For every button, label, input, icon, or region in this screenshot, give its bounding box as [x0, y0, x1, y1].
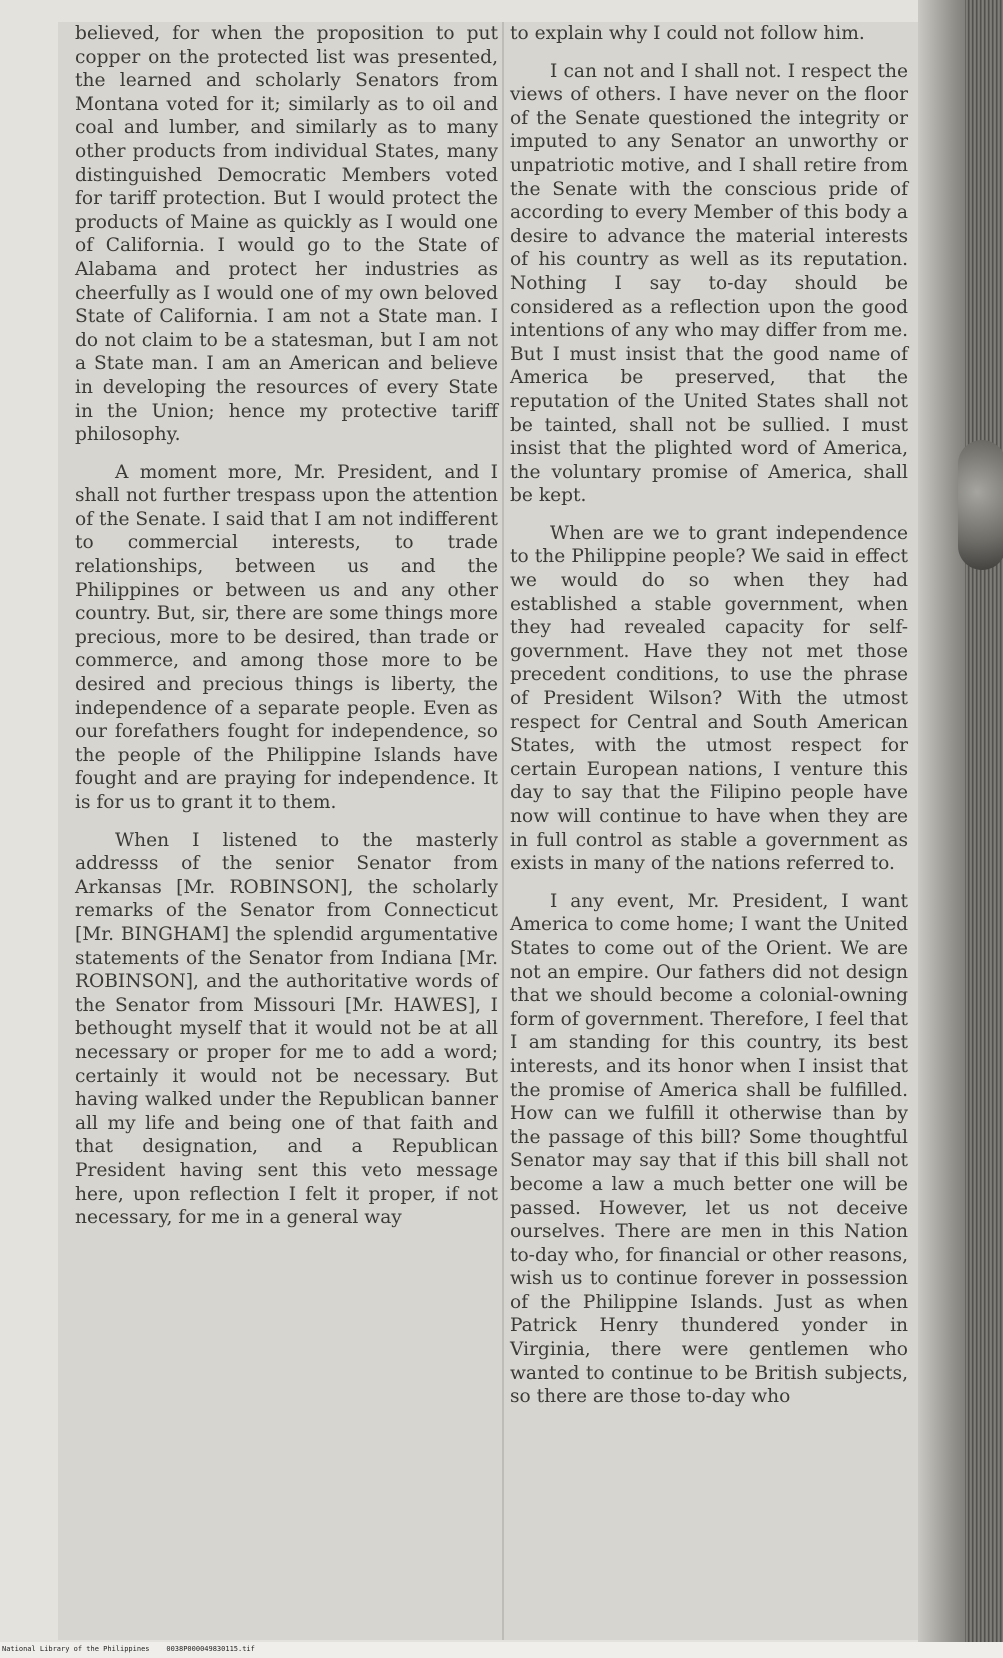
right-paragraph-1: to explain why I could not follow him.	[510, 23, 865, 44]
right-paragraph-3: When are we to grant independence to the Philippine people? We said in effect we would do so when they had established a stable government, when they had revealed capacity for self-government. Have they not met those precedent conditions, to use the phrase of President Wilson? With the utmost respect for Central and South American States, with the utmost respect for certain European nations, I venture this day to say that the Filipino people have now will continue to have when they are in full control as stable a government as exists in many of the nations referred to.	[510, 522, 908, 875]
left-paragraph-2: A moment more, Mr. President, and I shall not further trespass upon the attention of the Senate. I said that I am not indifferent to commercial interests, to trade relationships, between us and the Philippines or between us and any other country. But, sir, there are some things more precious, more to be desired, than trade or commerce, and among those more to be desired and precious things is liberty, the independence of a separate people. Even as our forefathers fought for independence, so the people of the Philippine Islands have fought and are praying for independence. It is for us to grant it to them.	[75, 461, 498, 813]
newspaper-clipping	[58, 22, 918, 1640]
right-paragraph-4: I any event, Mr. President, I want America to come home; I want the United States to come out of the Orient. We are not an empire. Our fathers did not design that we should become a colonial-owning form of government. Therefore, I feel that I am standing for this country, its best interests, and its honor when I insist that the promise of America shall be fulfilled. How can we fulfill it otherwise than by the passage of this bill? Some thoughtful Senator may say that if this bill shall not become a law a much better one will be passed. However, let us not deceive ourselves. There are men in this Nation to-day who, for financial or other reasons, wish us to continue forever in possession of the Philippine Islands. Just as when Patrick Henry thundered yonder in Virginia, there were gentlemen who wanted to continue to be British subjects, so there are those to-day who	[510, 890, 908, 1408]
scan-footer-caption: National Library of the Philippines 0038P000049830115.tif	[2, 1645, 255, 1653]
right-column	[510, 22, 908, 1423]
left-column	[75, 22, 498, 1244]
page-edges	[965, 0, 1003, 1642]
column-divider	[502, 22, 504, 1640]
right-paragraph-2: I can not and I shall not. I respect the views of others. I have never on the floor of the Senate questioned the integrity or imputed to any Senator an unworthy or unpatriotic motive, and I shall retire from the Senate with the conscious pride of according to every Member of this body a desire to advance the material interests of his country as well as its reputation. Nothing I say to-day should be considered as a reflection upon the good intentions of any who may differ from me. But I must insist that the good name of America be preserved, that the reputation of the United States shall not be tainted, shall not be sullied. I must insist that the plighted word of America, the voluntary promise of America, shall be kept.	[510, 60, 908, 507]
left-paragraph-1: believed, for when the proposition to put copper on the protected list was presented, the learned and scholarly Senators from Montana voted for it; similarly as to oil and coal and lumber, and similarly as to many other products from individual States, many distinguished Democratic Members voted for tariff protection. But I would protect the products of Maine as quickly as I would one of California. I would go to the State of Alabama and protect her industries as cheerfully as I would one of my own beloved State of California. I am not a State man. I do not claim to be a statesman, but I am not a State man. I am an American and believe in developing the resources of every State in the Union; hence my protective tariff philosophy.	[75, 23, 498, 446]
left-paragraph-3: When I listened to the masterly addresss of the senior Senator from Arkansas [Mr. ROBINSON], the scholarly remarks of the Senator from Connecticut [Mr. BINGHAM] the splendid argumentative statements of the Senator from Indiana [Mr. ROBINSON], and the authoritative words of the Senator from Missouri [Mr. HAWES], I bethought myself that it would not be at all necessary or proper for me to add a word; certainly it would not be necessary. But having walked under the Republican banner all my life and being one of that faith and that designation, and a Republican President having sent this veto message here, upon reflection I felt it proper, if not necessary, for me in a general way	[75, 829, 498, 1229]
thumb-icon	[958, 440, 1003, 570]
